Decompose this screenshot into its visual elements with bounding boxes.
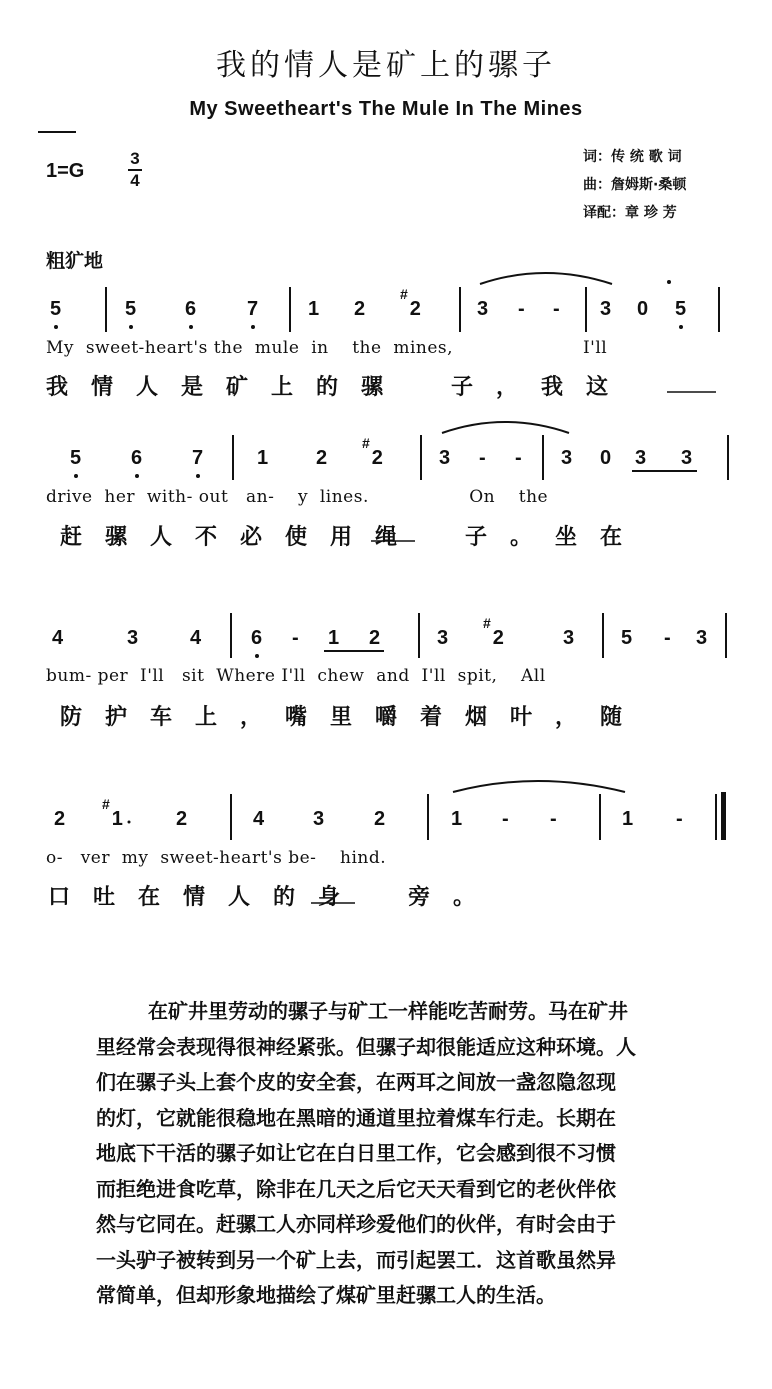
note: 1 [308,298,320,320]
note: - [515,447,522,469]
song-title-english: My Sweetheart's The Mule In The Mines [189,98,583,120]
note: 0 [637,298,649,320]
note: 1 [257,447,269,469]
note: 2 [54,808,66,830]
note: 2 [316,447,328,469]
lyric-chinese: 我情人是矿上的骡 子，我这 [46,375,632,400]
description-paragraph [96,994,736,1314]
credit-music: 曲：詹姆斯·桑顿 [583,177,687,193]
note: - [292,627,299,649]
note: - [676,808,683,830]
lyric-chinese: 口吐在情人的身 旁。 [48,885,499,910]
note: - [479,447,486,469]
note: 2 [374,808,386,830]
note: 2 [176,808,188,830]
note: 4 [253,808,265,830]
note: 6 [251,627,263,649]
lyric-english: drive her with- out an- y lines. On the [46,487,549,507]
note: 7 [192,447,204,469]
note: 1 [328,627,340,649]
lyric-english: bum- per I'll sit Where I'll chew and I'll spit, All [46,666,546,686]
note: 3 [437,627,449,649]
note: 3 [681,447,693,469]
note: 3 [477,298,489,320]
paragraph-line: 在矿井里劳动的骡子与矿工一样能吃苦耐劳。马在矿井 [148,999,628,1023]
note: 3 [313,808,325,830]
paragraph-line: 一头驴子被转到另一个矿上去，而引起罢工．这首歌虽然异 [96,1247,616,1272]
note: 1 [451,808,463,830]
note: 3 [439,447,451,469]
note: - [518,298,525,320]
note: 2 [354,298,366,320]
note: 4 [52,627,64,649]
time-numerator: 3 [130,149,140,168]
note: 3 [635,447,647,469]
song-title-chinese: 我的情人是矿上的骡子 [216,48,556,83]
credit-arrangement: 译配：章 珍 芳 [583,205,677,221]
note: 6 [131,447,143,469]
note: 3 [127,627,139,649]
note: 4 [190,627,202,649]
key-signature: 1=G [46,160,85,182]
paragraph-line: 常简单，但却形象地描绘了煤矿里赶骡工人的生活。 [96,1283,556,1307]
note: - [550,808,557,830]
paragraph-line: 然与它同在。赶骡工人亦同样珍爱他们的伙伴，有时会由于 [96,1212,616,1236]
note: 1 [622,808,634,830]
tempo-marking: 粗犷地 [46,250,104,272]
note: #1 [102,796,123,830]
paragraph-line: 而拒绝进食吃草，除非在几天之后它天天看到它的老伙伴依 [96,1176,616,1201]
note: #2 [483,615,504,649]
note: 3 [600,298,612,320]
note: 3 [696,627,708,649]
note: - [664,627,671,649]
note: #2 [362,435,383,469]
paragraph-line: 里经常会表现得很神经紧张。但骡子却很能适应这种环境。人 [96,1034,636,1059]
credit-lyrics: 词：传 统 歌 词 [583,149,682,165]
lyric-chinese: 赶骡人不必使用绳 子。坐在 [60,525,646,550]
note: 5 [125,298,137,320]
note: 6 [185,298,197,320]
note: 3 [563,627,575,649]
note: - [553,298,560,320]
note: 5 [50,298,62,320]
lyric-english: o- ver my sweet-heart's be- hind. [46,848,387,868]
note: 5 [70,447,82,469]
paragraph-line: 们在骡子头上套个皮的安全套，在两耳之间放一盏忽隐忽现 [96,1070,616,1094]
time-denominator: 4 [130,171,140,190]
note: #2 [400,286,421,320]
note: 7 [247,298,259,320]
note: 5 [621,627,633,649]
paragraph-line: 的灯，它就能很稳地在黑暗的通道里拉着煤车行走。长期在 [96,1105,616,1130]
lyric-chinese: 防护车上，嘴里嚼着烟叶，随 [60,705,646,730]
note: 5 [675,298,687,320]
note: - [502,808,509,830]
note: 0 [600,447,612,469]
note: 2 [369,627,381,649]
note: 3 [561,447,573,469]
lyric-english: My sweet-heart's the mule in the mines, I'll [46,338,608,358]
paragraph-line: 地底下干活的骡子如让它在白日里工作，它会感到很不习惯 [96,1141,616,1165]
